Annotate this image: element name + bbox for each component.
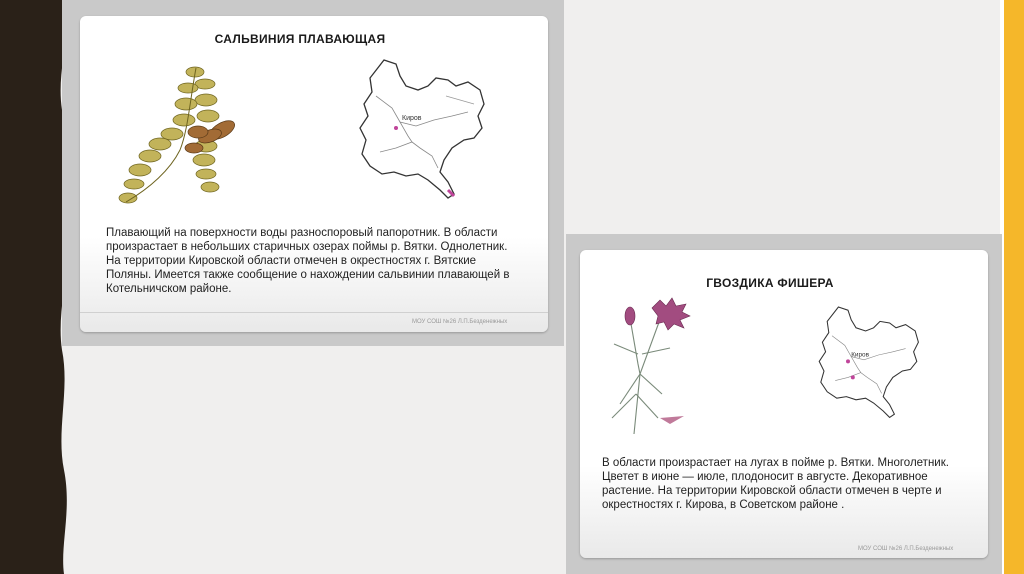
salvinia-plant-image [110,60,250,210]
slide-2-title: ГВОЗДИКА ФИШЕРА [706,276,834,290]
slide-1-footer: МОУ СОШ №26 Л.П.Безденежных [412,319,508,325]
kirov-region-map [356,56,496,204]
kirov-region-map-2 [816,298,928,428]
slide-2 [580,250,988,558]
slide-1-description: Плавающий на поверхности воды разноспоровый папоротник. В области произрастает в небольших старичных озерах поймы р. Вятки. Однолетник. На территории Кировской области отмечен в окрестностях г. Вятские Поляны. Имеется также сообщение о нахождении сальвинии плавающей в Котельничском районе. [106,227,510,295]
slide-2-footer: МОУ СОШ №26 Л.П.Безденежных [858,546,954,552]
slide-1 [80,16,548,332]
right-accent-stripe [1004,0,1024,574]
slide-1-footer-line [80,312,548,313]
kirov-map-label: Киров [402,115,422,122]
slide-2-description: В области произрастает на лугах в пойме р. Вятки. Многолетник. Цветет в июне — июле, плодоносит в августе. Декоративное растение. На территории Кировской области отмечен в черте и окрестностях г. Кирова, в Советском районе . [602,457,949,511]
dianthus-plant-image [600,294,700,440]
kirov-map-label-2: Киров [851,351,869,359]
slide-1-title: САЛЬВИНИЯ ПЛАВАЮЩАЯ [214,32,386,46]
